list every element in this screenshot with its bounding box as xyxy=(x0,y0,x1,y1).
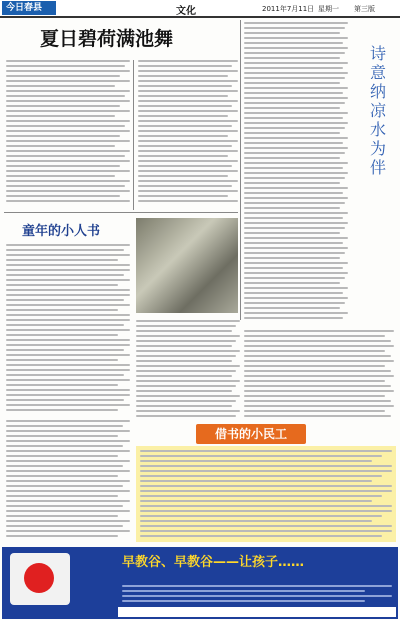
text-line xyxy=(138,60,238,62)
text-line xyxy=(6,374,124,376)
story-title-badge: 借书的小民工 xyxy=(196,424,306,444)
text-line xyxy=(140,530,392,532)
text-line xyxy=(244,137,348,139)
text-line xyxy=(244,87,348,89)
text-line xyxy=(140,515,382,517)
right-article-body xyxy=(244,330,394,420)
text-line xyxy=(244,127,345,129)
text-line xyxy=(136,345,232,347)
text-line xyxy=(136,390,232,392)
text-line xyxy=(244,340,391,342)
text-line xyxy=(6,445,123,447)
text-line xyxy=(140,505,392,507)
text-line xyxy=(6,329,130,331)
section-divider xyxy=(4,212,238,213)
text-line xyxy=(138,115,228,117)
text-line xyxy=(122,600,365,602)
text-line xyxy=(244,297,348,299)
text-line xyxy=(244,385,391,387)
text-line xyxy=(6,120,130,122)
text-line xyxy=(140,485,392,487)
text-line xyxy=(244,82,340,84)
poetry-title-char: 水 xyxy=(369,120,386,139)
text-line xyxy=(244,52,345,54)
text-line xyxy=(136,320,240,322)
text-line xyxy=(6,170,130,172)
column-divider xyxy=(133,60,134,210)
text-line xyxy=(6,284,118,286)
text-line xyxy=(244,67,343,69)
text-line xyxy=(140,465,392,467)
text-line xyxy=(244,365,385,367)
text-line xyxy=(6,244,130,246)
page-number: 第三版 xyxy=(354,5,375,13)
text-line xyxy=(244,222,348,224)
poetry-title-char: 为 xyxy=(369,139,386,158)
ad-text-lines xyxy=(122,585,392,605)
children-column-title: 童年的小人书 xyxy=(22,224,101,239)
text-line xyxy=(138,160,238,162)
text-line xyxy=(140,460,372,462)
text-line xyxy=(244,42,343,44)
text-line xyxy=(244,217,343,219)
text-line xyxy=(122,590,365,592)
text-line xyxy=(244,252,345,254)
text-line xyxy=(244,112,348,114)
text-line xyxy=(140,500,372,502)
masthead-logo-text: 今日春县 xyxy=(6,3,43,13)
text-line xyxy=(6,409,118,411)
main-article-title: 夏日碧荷满池舞 xyxy=(40,28,174,50)
text-line xyxy=(244,122,348,124)
text-line xyxy=(138,150,238,152)
text-line xyxy=(138,140,238,142)
text-line xyxy=(244,227,345,229)
text-line xyxy=(140,535,382,537)
text-line xyxy=(138,80,238,82)
text-line xyxy=(6,115,115,117)
text-line xyxy=(6,430,130,432)
text-line xyxy=(244,410,385,412)
text-line xyxy=(6,505,123,507)
text-line xyxy=(6,309,118,311)
text-line xyxy=(244,192,343,194)
text-line xyxy=(6,394,130,396)
text-line xyxy=(6,314,130,316)
text-line xyxy=(140,475,382,477)
text-line xyxy=(244,395,385,397)
text-line xyxy=(6,279,130,281)
poetry-title-char: 意 xyxy=(369,63,386,82)
text-line xyxy=(6,379,130,381)
text-line xyxy=(138,100,238,102)
text-line xyxy=(6,450,130,452)
text-line xyxy=(244,360,394,362)
text-line xyxy=(244,27,345,29)
text-line xyxy=(6,254,130,256)
text-line xyxy=(6,155,125,157)
text-line xyxy=(6,195,120,197)
text-line xyxy=(6,535,118,537)
text-line xyxy=(138,145,232,147)
text-line xyxy=(6,500,130,502)
text-line xyxy=(244,400,391,402)
text-line xyxy=(244,157,340,159)
text-line xyxy=(244,132,340,134)
text-line xyxy=(138,105,232,107)
text-line xyxy=(136,335,240,337)
text-line xyxy=(138,120,238,122)
text-line xyxy=(6,440,130,442)
text-line xyxy=(136,370,236,372)
text-line xyxy=(6,304,130,306)
text-line xyxy=(244,262,348,264)
main-article-body-col2 xyxy=(138,60,238,205)
text-line xyxy=(6,125,125,127)
issue-weekday: 星期一 xyxy=(318,5,339,13)
text-line xyxy=(140,510,392,512)
text-line xyxy=(6,480,130,482)
text-line xyxy=(244,97,348,99)
text-line xyxy=(136,410,240,412)
text-line xyxy=(136,405,232,407)
text-line xyxy=(244,272,348,274)
text-line xyxy=(140,470,392,472)
text-line xyxy=(244,257,340,259)
text-line xyxy=(6,510,130,512)
text-line xyxy=(6,150,130,152)
main-article-body-col1 xyxy=(6,60,130,205)
text-line xyxy=(244,37,348,39)
text-line xyxy=(6,485,123,487)
text-line xyxy=(244,247,348,249)
text-line xyxy=(244,72,348,74)
text-line xyxy=(244,292,343,294)
text-line xyxy=(136,415,236,417)
text-line xyxy=(244,350,385,352)
text-line xyxy=(6,334,118,336)
text-line xyxy=(6,80,130,82)
text-line xyxy=(6,130,130,132)
text-line xyxy=(244,32,340,34)
text-line xyxy=(6,249,124,251)
text-line xyxy=(6,145,115,147)
text-line xyxy=(6,264,130,266)
text-line xyxy=(140,450,392,452)
text-line xyxy=(6,530,130,532)
children-column-body xyxy=(6,244,130,414)
text-line xyxy=(6,324,124,326)
ad-title: 早教谷、早教谷——让孩子…… xyxy=(122,555,305,570)
masthead-logo xyxy=(2,1,56,15)
text-line xyxy=(6,465,123,467)
text-line xyxy=(6,100,130,102)
text-line xyxy=(6,420,130,422)
text-line xyxy=(138,155,228,157)
text-line xyxy=(6,135,120,137)
text-line xyxy=(244,330,394,332)
text-line xyxy=(140,480,372,482)
poetry-body xyxy=(244,22,348,322)
text-line xyxy=(6,75,120,77)
text-line xyxy=(138,95,228,97)
text-line xyxy=(6,399,124,401)
text-line xyxy=(244,177,345,179)
text-line xyxy=(244,287,348,289)
text-line xyxy=(244,117,343,119)
text-line xyxy=(136,400,236,402)
poetry-title-char: 纳 xyxy=(369,82,386,101)
text-line xyxy=(136,330,232,332)
text-line xyxy=(244,212,348,214)
text-line xyxy=(138,190,238,192)
text-line xyxy=(6,470,130,472)
text-line xyxy=(6,495,118,497)
text-line xyxy=(6,105,120,107)
text-line xyxy=(244,312,348,314)
text-line xyxy=(244,172,348,174)
text-line xyxy=(6,160,130,162)
text-line xyxy=(6,349,124,351)
text-line xyxy=(244,107,340,109)
text-line xyxy=(244,380,385,382)
text-line xyxy=(244,147,348,149)
text-line xyxy=(136,350,240,352)
text-line xyxy=(6,404,130,406)
text-line xyxy=(244,77,345,79)
text-line xyxy=(122,595,392,597)
section-title: 文化 xyxy=(176,6,196,17)
text-line xyxy=(140,520,372,522)
text-line xyxy=(6,475,118,477)
text-line xyxy=(138,65,232,67)
text-line xyxy=(6,369,130,371)
text-line xyxy=(6,140,130,142)
text-line xyxy=(6,90,130,92)
text-line xyxy=(140,525,392,527)
text-line xyxy=(6,435,118,437)
text-line xyxy=(138,135,228,137)
text-line xyxy=(140,455,382,457)
text-line xyxy=(244,237,348,239)
text-line xyxy=(6,490,130,492)
text-line xyxy=(6,520,130,522)
text-line xyxy=(244,207,340,209)
text-line xyxy=(136,395,240,397)
ad-logo-mark xyxy=(24,563,54,593)
text-line xyxy=(140,495,382,497)
text-line xyxy=(6,525,123,527)
text-line xyxy=(6,85,115,87)
text-line xyxy=(6,339,130,341)
text-line xyxy=(6,364,130,366)
children-column-body-cont xyxy=(6,420,130,540)
text-line xyxy=(244,317,343,319)
text-line xyxy=(138,90,238,92)
text-line xyxy=(244,307,340,309)
text-line xyxy=(138,85,232,87)
story-body xyxy=(140,450,392,540)
text-line xyxy=(244,242,343,244)
text-line xyxy=(136,355,236,357)
text-line xyxy=(6,460,130,462)
text-line xyxy=(136,380,240,382)
text-line xyxy=(6,259,118,261)
column-divider xyxy=(240,20,241,320)
text-line xyxy=(140,490,392,492)
text-line xyxy=(6,359,118,361)
text-line xyxy=(138,170,238,172)
text-line xyxy=(6,269,130,271)
text-line xyxy=(122,585,392,587)
text-line xyxy=(138,180,238,182)
text-line xyxy=(6,165,120,167)
text-line xyxy=(6,110,130,112)
masthead xyxy=(0,0,400,18)
text-line xyxy=(6,319,130,321)
text-line xyxy=(6,344,130,346)
text-line xyxy=(6,175,115,177)
advertisement-banner xyxy=(2,547,398,619)
text-line xyxy=(244,152,345,154)
text-line xyxy=(6,515,118,517)
text-line xyxy=(136,385,236,387)
text-line xyxy=(244,415,391,417)
text-line xyxy=(6,60,130,62)
text-line xyxy=(244,355,391,357)
text-line xyxy=(244,92,343,94)
text-line xyxy=(244,282,340,284)
text-line xyxy=(6,354,130,356)
middle-article-body xyxy=(136,320,240,420)
poetry-title-char: 诗 xyxy=(369,44,386,63)
text-line xyxy=(6,190,130,192)
text-line xyxy=(6,389,130,391)
text-line xyxy=(244,267,343,269)
text-line xyxy=(244,62,348,64)
text-line xyxy=(6,384,118,386)
text-line xyxy=(244,22,348,24)
text-line xyxy=(138,175,228,177)
text-line xyxy=(136,375,232,377)
text-line xyxy=(6,180,130,182)
text-line xyxy=(138,70,238,72)
text-line xyxy=(138,110,238,112)
issue-date: 2011年7月11日 xyxy=(262,5,315,13)
ad-phone-strip xyxy=(118,607,396,617)
text-line xyxy=(244,142,343,144)
text-line xyxy=(6,274,124,276)
text-line xyxy=(6,65,125,67)
text-line xyxy=(244,277,345,279)
ad-logo xyxy=(10,553,70,605)
text-line xyxy=(138,130,238,132)
text-line xyxy=(136,365,240,367)
text-line xyxy=(6,95,125,97)
poetry-title-char: 凉 xyxy=(369,101,386,120)
text-line xyxy=(244,187,348,189)
text-line xyxy=(244,302,345,304)
text-line xyxy=(6,289,130,291)
text-line xyxy=(244,390,394,392)
text-line xyxy=(6,200,130,202)
text-line xyxy=(244,167,343,169)
text-line xyxy=(138,125,232,127)
text-line xyxy=(244,102,345,104)
text-line xyxy=(244,47,348,49)
poetry-vertical-title xyxy=(364,44,392,177)
text-line xyxy=(244,202,345,204)
poetry-title-char: 伴 xyxy=(369,158,386,177)
text-line xyxy=(138,165,232,167)
text-line xyxy=(6,425,123,427)
text-line xyxy=(6,294,130,296)
text-line xyxy=(6,299,124,301)
text-line xyxy=(244,370,391,372)
text-line xyxy=(136,340,236,342)
text-line xyxy=(244,345,394,347)
text-line xyxy=(138,200,238,202)
text-line xyxy=(138,195,228,197)
text-line xyxy=(138,75,228,77)
text-line xyxy=(244,197,348,199)
text-line xyxy=(138,185,232,187)
text-line xyxy=(244,57,340,59)
text-line xyxy=(136,325,236,327)
text-line xyxy=(244,335,385,337)
text-line xyxy=(244,182,340,184)
text-line xyxy=(244,232,340,234)
text-line xyxy=(244,162,348,164)
text-line xyxy=(244,375,394,377)
text-line xyxy=(6,70,130,72)
text-line xyxy=(244,405,394,407)
text-line xyxy=(136,360,232,362)
illustration-photo xyxy=(136,218,238,313)
text-line xyxy=(6,185,125,187)
text-line xyxy=(6,455,118,457)
